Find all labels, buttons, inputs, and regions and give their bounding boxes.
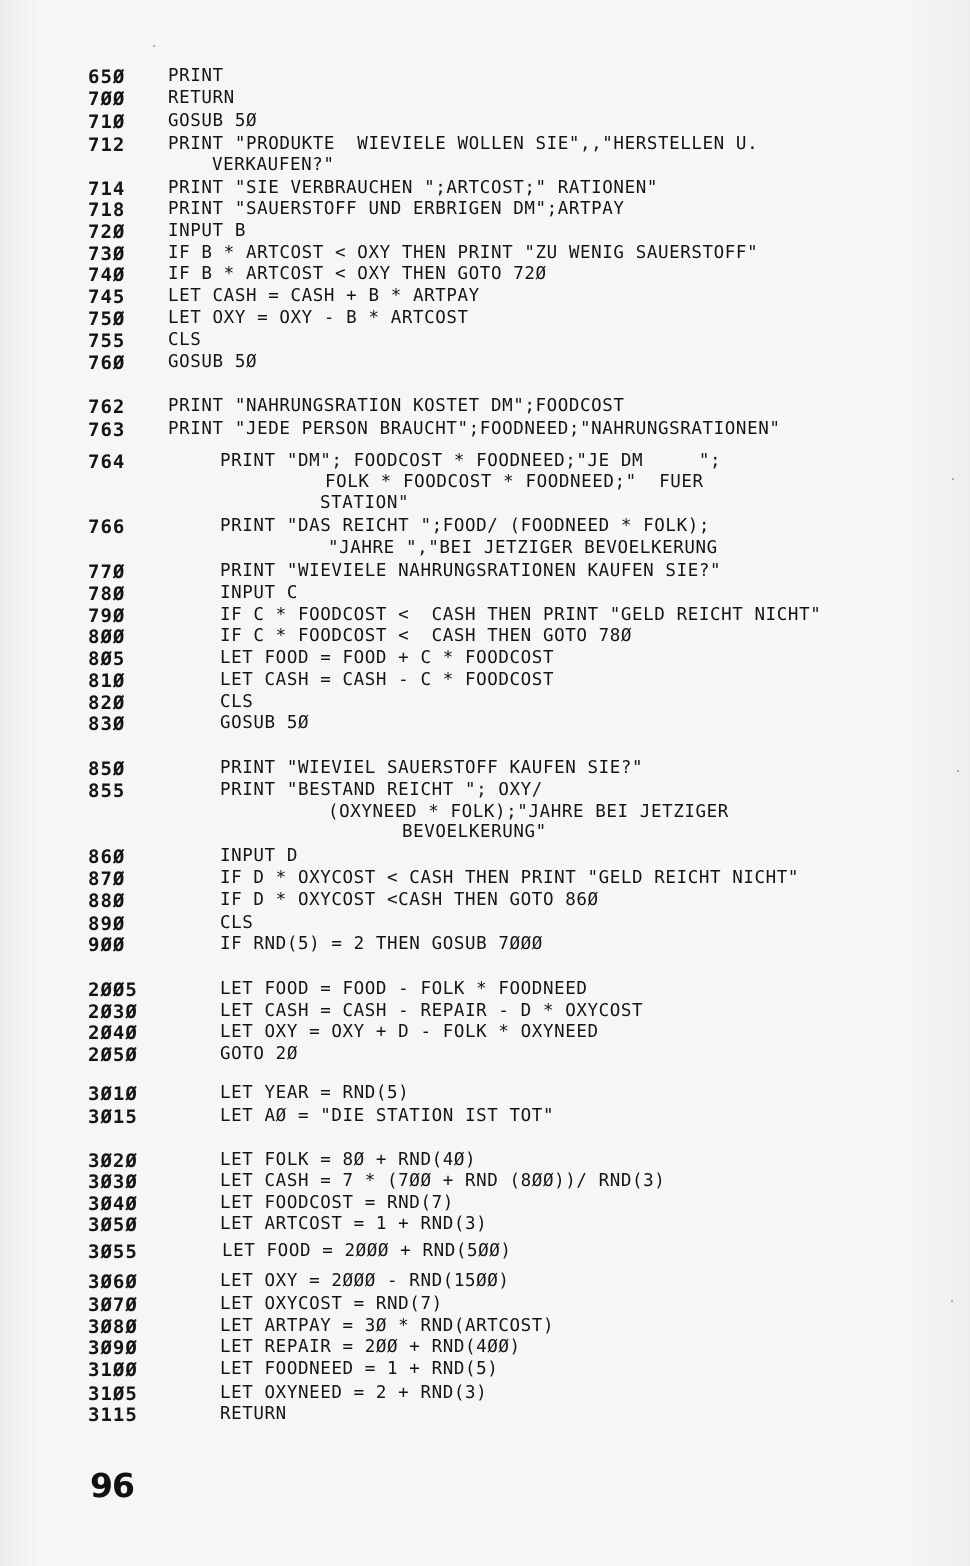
- statement: "JAHRE ","BEI JETZIGER BEVOELKERUNG: [328, 538, 718, 558]
- statement: LET ARTCOST = 1 + RND(3): [220, 1214, 488, 1234]
- statement: PRINT: [168, 66, 224, 86]
- code-line: [0, 396, 970, 420]
- line-number: 2ØØ5: [88, 979, 138, 1001]
- code-line: [0, 286, 970, 310]
- line-number: 72Ø: [88, 221, 126, 243]
- code-line: [0, 890, 970, 914]
- statement: IF C * FOODCOST < CASH THEN GOTO 78Ø: [220, 626, 633, 646]
- code-line: [0, 1044, 970, 1068]
- code-continuation: [0, 822, 970, 846]
- line-number: 89Ø: [88, 913, 126, 935]
- line-number: 8ØØ: [88, 626, 126, 648]
- statement: PRINT "DAS REICHT ";FOOD/ (FOODNEED * FOLK);: [220, 516, 710, 536]
- code-line: [0, 308, 970, 332]
- code-line: [0, 648, 970, 672]
- line-number: 3Ø5Ø: [88, 1214, 138, 1236]
- line-number: 78Ø: [88, 583, 126, 605]
- code-line: [0, 1106, 970, 1130]
- line-number: 81Ø: [88, 670, 126, 692]
- statement: (OXYNEED * FOLK);"JAHRE BEI JETZIGER: [328, 802, 729, 822]
- statement: STATION": [320, 493, 410, 513]
- code-line: [0, 934, 970, 958]
- code-line: [0, 868, 970, 892]
- code-line: [0, 1171, 970, 1195]
- code-line: [0, 264, 970, 288]
- statement: LET CASH = 7 * (7ØØ + RND (8ØØ))/ RND(3): [220, 1171, 666, 1191]
- code-line: [0, 1337, 970, 1361]
- line-number: 745: [88, 286, 126, 308]
- statement: IF C * FOODCOST < CASH THEN PRINT "GELD REICHT NICHT": [220, 605, 822, 625]
- statement: INPUT B: [168, 221, 246, 241]
- line-number: 8Ø5: [88, 648, 126, 670]
- line-number: 76Ø: [88, 352, 126, 374]
- statement: PRINT "BESTAND REICHT "; OXY/: [220, 780, 543, 800]
- statement: RETURN: [220, 1404, 287, 1424]
- statement: CLS: [168, 330, 202, 350]
- line-number: 31ØØ: [88, 1359, 138, 1381]
- code-line: [0, 713, 970, 737]
- code-line: [0, 561, 970, 585]
- code-line: [0, 1022, 970, 1046]
- line-number: 764: [88, 451, 126, 473]
- statement: VERKAUFEN?": [212, 155, 335, 175]
- statement: LET FOOD = 2ØØØ + RND(5ØØ): [222, 1241, 512, 1261]
- statement: LET YEAR = RND(5): [220, 1083, 410, 1103]
- statement: LET CASH = CASH - C * FOODCOST: [220, 670, 555, 690]
- statement: CLS: [220, 692, 254, 712]
- statement: LET OXY = OXY + D - FOLK * OXYNEED: [220, 1022, 599, 1042]
- statement: LET OXY = OXY - B * ARTCOST: [168, 308, 469, 328]
- code-line: [0, 111, 970, 135]
- statement: PRINT "WIEVIELE NAHRUNGSRATIONEN KAUFEN SIE?": [220, 561, 722, 581]
- code-line: [0, 88, 970, 112]
- code-line: [0, 221, 970, 245]
- statement: LET OXYNEED = 2 + RND(3): [220, 1383, 488, 1403]
- statement: PRINT "NAHRUNGSRATION KOSTET DM";FOODCOST: [168, 396, 625, 416]
- line-number: 86Ø: [88, 846, 126, 868]
- line-number: 766: [88, 516, 126, 538]
- statement: INPUT C: [220, 583, 298, 603]
- line-number: 77Ø: [88, 561, 126, 583]
- line-number: 763: [88, 419, 126, 441]
- line-number: 75Ø: [88, 308, 126, 330]
- code-line: [0, 419, 970, 443]
- statement: PRINT "SAUERSTOFF UND ERBRIGEN DM";ARTPAY: [168, 199, 625, 219]
- code-line: [0, 1241, 970, 1265]
- code-continuation: [0, 155, 970, 179]
- line-number: 71Ø: [88, 111, 126, 133]
- statement: GOTO 2Ø: [220, 1044, 298, 1064]
- line-number: 3Ø3Ø: [88, 1171, 138, 1193]
- line-number: 74Ø: [88, 264, 126, 286]
- line-number: 714: [88, 178, 126, 200]
- statement: GOSUB 5Ø: [168, 111, 258, 131]
- line-number: 79Ø: [88, 605, 126, 627]
- code-line: [0, 66, 970, 90]
- statement: LET REPAIR = 2ØØ + RND(4ØØ): [220, 1337, 521, 1357]
- statement: PRINT "JEDE PERSON BRAUCHT";FOODNEED;"NAHRUNGSRATIONEN": [168, 419, 781, 439]
- line-number: 718: [88, 199, 126, 221]
- code-line: [0, 979, 970, 1003]
- statement: LET OXY = 2ØØØ - RND(15ØØ): [220, 1271, 510, 1291]
- statement: LET ARTPAY = 3Ø * RND(ARTCOST): [220, 1316, 555, 1336]
- statement: LET CASH = CASH + B * ARTPAY: [168, 286, 480, 306]
- code-line: [0, 758, 970, 782]
- statement: CLS: [220, 913, 254, 933]
- line-number: 2Ø5Ø: [88, 1044, 138, 1066]
- statement: IF B * ARTCOST < OXY THEN GOTO 72Ø: [168, 264, 547, 284]
- line-number: 755: [88, 330, 126, 352]
- statement: LET FOLK = 8Ø + RND(4Ø): [220, 1150, 477, 1170]
- statement: GOSUB 5Ø: [168, 352, 258, 372]
- line-number: 82Ø: [88, 692, 126, 714]
- code-line: [0, 583, 970, 607]
- code-continuation: [0, 493, 970, 517]
- code-line: [0, 199, 970, 223]
- code-line: [0, 846, 970, 870]
- statement: IF B * ARTCOST < OXY THEN PRINT "ZU WENIG SAUERSTOFF": [168, 243, 759, 263]
- statement: RETURN: [168, 88, 235, 108]
- statement: LET OXYCOST = RND(7): [220, 1294, 443, 1314]
- code-line: [0, 780, 970, 804]
- line-number: 3Ø15: [88, 1106, 138, 1128]
- page-number: 96: [90, 1466, 134, 1505]
- line-number: 3Ø1Ø: [88, 1083, 138, 1105]
- line-number: 85Ø: [88, 758, 126, 780]
- statement: GOSUB 5Ø: [220, 713, 310, 733]
- line-number: 3Ø55: [88, 1241, 138, 1263]
- statement: LET CASH = CASH - REPAIR - D * OXYCOST: [220, 1001, 644, 1021]
- line-number: 73Ø: [88, 243, 126, 265]
- line-number: 87Ø: [88, 868, 126, 890]
- code-line: [0, 1083, 970, 1107]
- statement: LET AØ = "DIE STATION IST TOT": [220, 1106, 555, 1126]
- line-number: 31Ø5: [88, 1383, 138, 1405]
- line-number: 3Ø9Ø: [88, 1337, 138, 1359]
- line-number: 762: [88, 396, 126, 418]
- code-continuation: [0, 538, 970, 562]
- line-number: 83Ø: [88, 713, 126, 735]
- line-number: 2Ø4Ø: [88, 1022, 138, 1044]
- line-number: 7ØØ: [88, 88, 126, 110]
- code-line: [0, 670, 970, 694]
- code-line: [0, 330, 970, 354]
- code-line: [0, 1404, 970, 1428]
- code-line: [0, 626, 970, 650]
- code-line: [0, 1271, 970, 1295]
- statement: PRINT "DM"; FOODCOST * FOODNEED;"JE DM ";: [220, 451, 722, 471]
- statement: LET FOODNEED = 1 + RND(5): [220, 1359, 499, 1379]
- line-number: 3Ø7Ø: [88, 1294, 138, 1316]
- code-line: [0, 1294, 970, 1318]
- statement: INPUT D: [220, 846, 298, 866]
- statement: LET FOOD = FOOD - FOLK * FOODNEED: [220, 979, 588, 999]
- statement: IF D * OXYCOST <CASH THEN GOTO 86Ø: [220, 890, 599, 910]
- line-number: 65Ø: [88, 66, 126, 88]
- line-number: 3Ø8Ø: [88, 1316, 138, 1338]
- line-number: 9ØØ: [88, 934, 126, 956]
- line-number: 3115: [88, 1404, 138, 1426]
- statement: PRINT "SIE VERBRAUCHEN ";ARTCOST;" RATIONEN": [168, 178, 658, 198]
- statement: PRINT "PRODUKTE WIEVIELE WOLLEN SIE",,"HERSTELLEN U.: [168, 134, 759, 154]
- line-number: 3Ø6Ø: [88, 1271, 138, 1293]
- line-number: 2Ø3Ø: [88, 1001, 138, 1023]
- code-line: [0, 516, 970, 540]
- line-number: 855: [88, 780, 126, 802]
- statement: IF D * OXYCOST < CASH THEN PRINT "GELD REICHT NICHT": [220, 868, 800, 888]
- code-line: [0, 352, 970, 376]
- statement: IF RND(5) = 2 THEN GOSUB 7ØØØ: [220, 934, 543, 954]
- statement: BEVOELKERUNG": [402, 822, 547, 842]
- line-number: 3Ø4Ø: [88, 1193, 138, 1215]
- code-line: [0, 1214, 970, 1238]
- line-number: 3Ø2Ø: [88, 1150, 138, 1172]
- statement: LET FOOD = FOOD + C * FOODCOST: [220, 648, 555, 668]
- line-number: 88Ø: [88, 890, 126, 912]
- statement: PRINT "WIEVIEL SAUERSTOFF KAUFEN SIE?": [220, 758, 644, 778]
- statement: FOLK * FOODCOST * FOODNEED;" FUER: [325, 472, 704, 492]
- line-number: 712: [88, 134, 126, 156]
- statement: LET FOODCOST = RND(7): [220, 1193, 454, 1213]
- code-line: [0, 1359, 970, 1383]
